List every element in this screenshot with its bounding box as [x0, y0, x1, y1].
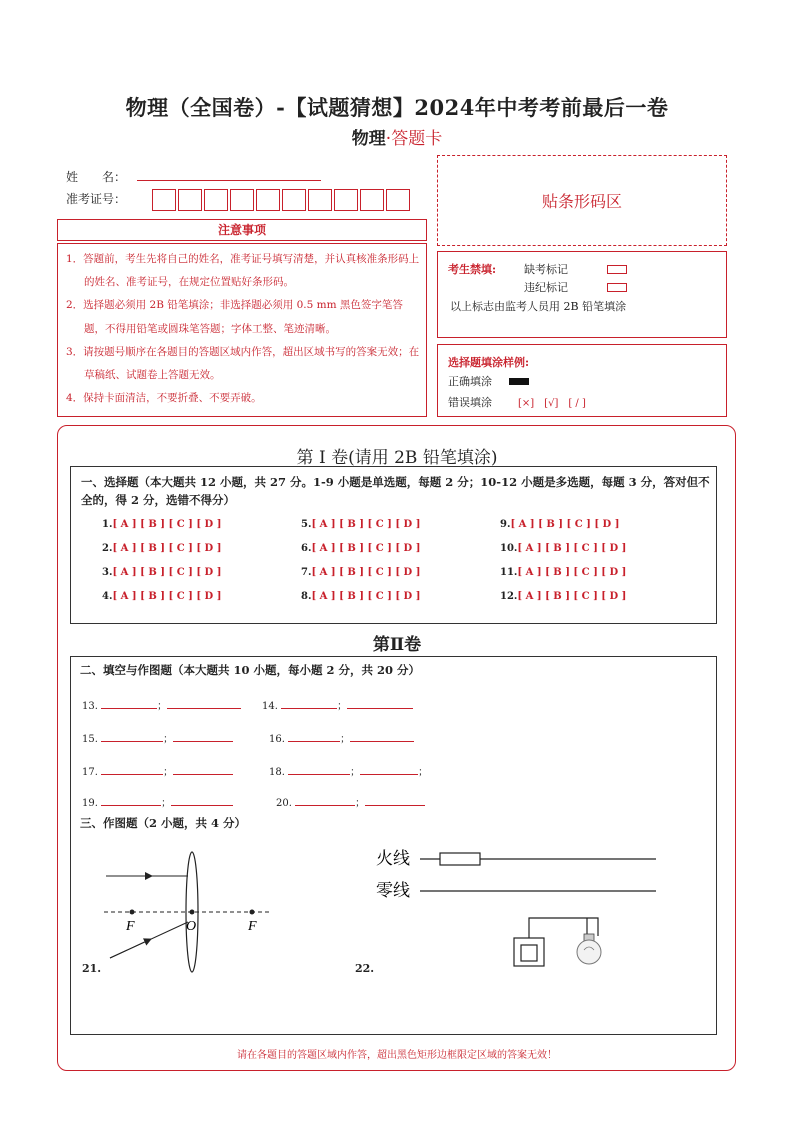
question-number: 10. — [500, 543, 518, 554]
answer-line[interactable] — [101, 765, 163, 775]
answer-line[interactable] — [173, 765, 233, 775]
choice-header: 一、选择题（本大题共 12 小题，共 27 分。1-9 小题是单选题，每题 2 分；10-12 小题是多选题，每题 3 分，答对但不全的，得 2 分，选错不得分） — [81, 475, 710, 507]
question-number: 2. — [102, 543, 113, 554]
separator: ； — [418, 767, 429, 778]
violation-mark-box[interactable] — [607, 283, 627, 292]
choice-row-1[interactable] — [102, 519, 221, 543]
separator: ； — [340, 734, 351, 745]
page-subtitle — [0, 124, 794, 149]
choice-column — [301, 519, 420, 615]
fill-item-17 — [82, 763, 233, 778]
fill-item-13 — [82, 697, 241, 712]
notice-item: 2．选择题必须用 2B 铅笔填涂；非选择题必须用 0.5 mm 黑色签字笔答题，不得用铅笔或圆珠笔答题；字体工整、笔迹清晰。 — [66, 299, 403, 335]
fill-sample-box — [437, 344, 727, 417]
question-number: 1. — [102, 519, 113, 530]
forbid-note: 以上标志由监考人员用 2B 铅笔填涂 — [450, 300, 627, 313]
notice-box — [57, 243, 427, 417]
page-title: 物理（全国卷）-【试题猜想】2024年中考考前最后一卷 — [125, 95, 669, 120]
choice-row-3[interactable] — [102, 567, 221, 591]
question-number: 20. — [276, 798, 292, 809]
focal-point-right — [250, 910, 255, 915]
question-number: 5. — [301, 519, 312, 530]
question-number: 3. — [102, 567, 113, 578]
question-22-label: 22. — [355, 962, 375, 975]
option-bubbles[interactable]: [ A ] [ B ] [ C ] [ D ] — [311, 567, 421, 578]
absent-mark-box[interactable] — [607, 265, 627, 274]
option-bubbles[interactable]: [ A ] [ B ] [ C ] [ D ] — [517, 567, 627, 578]
part2-title: 第Ⅱ卷 — [372, 635, 422, 655]
fill-item-20 — [276, 794, 425, 809]
option-bubbles[interactable]: [ A ] [ B ] [ C ] [ D ] — [311, 591, 421, 602]
notice-title: 注意事项 — [57, 219, 427, 241]
light-bulb-icon — [577, 940, 601, 964]
focal-label-left: F — [126, 919, 135, 934]
option-bubbles[interactable]: [ A ] [ B ] [ C ] [ D ] — [112, 591, 222, 602]
choice-row-2[interactable] — [102, 543, 221, 567]
question-number: 14. — [262, 701, 278, 712]
examiner-only-box — [437, 251, 727, 338]
option-bubbles[interactable]: [ A ] [ B ] [ C ] [ D ] — [112, 567, 222, 578]
choice-column — [500, 519, 626, 615]
choice-row-11[interactable] — [500, 567, 626, 591]
name-label: 姓 名： — [66, 170, 127, 184]
choice-row-10[interactable] — [500, 543, 626, 567]
separator: ； — [337, 701, 348, 712]
part1-title: 第 Ⅰ 卷(请用 2B 铅笔填涂) — [296, 448, 498, 468]
fuse — [440, 853, 480, 865]
subtitle-subject: 物理 — [351, 129, 386, 149]
circuit-diagram[interactable] — [370, 840, 670, 980]
answer-line[interactable] — [288, 732, 340, 742]
violation-label: 违纪标记 — [524, 281, 568, 294]
choice-row-7[interactable] — [301, 567, 420, 591]
question-number: 16. — [269, 734, 285, 745]
fill-item-18 — [269, 763, 428, 778]
answer-line[interactable] — [173, 732, 233, 742]
id-label: 准考证号： — [66, 192, 127, 206]
separator: ； — [163, 767, 174, 778]
wrong-fill-samples: [×] [√] [ / ] — [518, 398, 586, 409]
correct-fill-sample — [509, 378, 529, 385]
notice-item: 4．保持卡面清洁，不要折叠、不要弄破。 — [66, 392, 262, 405]
subtitle-answer-card: ·答题卡 — [385, 129, 443, 149]
answer-line[interactable] — [288, 765, 350, 775]
question-number: 19. — [82, 798, 98, 809]
option-bubbles[interactable]: [ A ] [ B ] [ C ] [ D ] — [510, 519, 620, 530]
forbid-title: 考生禁填: — [448, 263, 497, 276]
optical-center-label: O — [186, 919, 197, 934]
choice-row-5[interactable] — [301, 519, 420, 543]
correct-label: 正确填涂 — [448, 375, 492, 388]
question-number: 6. — [301, 543, 312, 554]
question-number: 8. — [301, 591, 312, 602]
separator: ； — [163, 734, 174, 745]
question-number: 4. — [102, 591, 113, 602]
question-number: 15. — [82, 734, 98, 745]
choice-row-6[interactable] — [301, 543, 420, 567]
choice-row-8[interactable] — [301, 591, 420, 615]
question-number: 9. — [500, 519, 511, 530]
choice-row-9[interactable] — [500, 519, 626, 543]
wrong-label: 错误填涂 — [448, 396, 492, 409]
question-number: 12. — [500, 591, 518, 602]
sample-title: 选择题填涂样例: — [448, 356, 530, 369]
question-number: 18. — [269, 767, 285, 778]
footer-warning: 请在各题目的答题区域内作答，超出黑色矩形边框限定区域的答案无效！ — [237, 1050, 557, 1061]
optical-center — [190, 910, 195, 915]
absent-label: 缺考标记 — [524, 263, 568, 276]
option-bubbles[interactable]: [ A ] [ B ] [ C ] [ D ] — [311, 543, 421, 554]
option-bubbles[interactable]: [ A ] [ B ] [ C ] [ D ] — [517, 543, 627, 554]
fill-item-19 — [82, 794, 233, 809]
id-number-boxes[interactable] — [152, 189, 412, 213]
focal-label-right: F — [248, 919, 257, 934]
answer-line[interactable] — [171, 796, 233, 806]
answer-line[interactable] — [347, 699, 413, 709]
notice-item: 1．答题前，考生先将自己的姓名，准考证号填写清楚，并认真核准条形码上的姓名、准考证号，在规定位置贴好条形码。 — [66, 253, 420, 289]
fill-item-15 — [82, 730, 233, 745]
separator: ； — [350, 767, 361, 778]
option-bubbles[interactable]: [ A ] [ B ] [ C ] [ D ] — [112, 543, 222, 554]
answer-line[interactable] — [365, 796, 425, 806]
separator: ； — [157, 701, 168, 712]
notice-item: 3．请按题号顺序在各题目的答题区域内作答，超出区域书写的答案无效；在草稿纸、试题卷上答题无效。 — [66, 345, 420, 382]
name-field[interactable] — [137, 180, 321, 181]
focal-point-left — [130, 910, 135, 915]
separator: ； — [355, 798, 366, 809]
question-number: 13. — [82, 701, 98, 712]
choice-column — [102, 519, 221, 615]
lens-diagram[interactable] — [96, 838, 286, 978]
question-21-label: 21. — [82, 962, 102, 975]
choice-row-4[interactable] — [102, 591, 221, 615]
question-number: 17. — [82, 767, 98, 778]
question-number: 7. — [301, 567, 312, 578]
barcode-area: 贴条形码区 — [437, 155, 727, 246]
answer-line[interactable] — [360, 765, 418, 775]
switch-box — [514, 938, 544, 966]
answer-line[interactable] — [101, 796, 161, 806]
option-bubbles[interactable]: [ A ] [ B ] [ C ] [ D ] — [517, 591, 627, 602]
fill-item-16 — [269, 730, 414, 745]
answer-line[interactable] — [281, 699, 337, 709]
fill-item-14 — [262, 697, 413, 712]
option-bubbles[interactable]: [ A ] [ B ] [ C ] [ D ] — [311, 519, 421, 530]
fill-header: 二、填空与作图题（本大题共 10 小题，每小题 2 分，共 20 分） — [80, 663, 421, 677]
live-wire-label: 火线 — [376, 849, 410, 869]
separator: ； — [161, 798, 172, 809]
answer-line[interactable] — [167, 699, 241, 709]
answer-line[interactable] — [295, 796, 355, 806]
option-bubbles[interactable]: [ A ] [ B ] [ C ] [ D ] — [112, 519, 222, 530]
question-number: 11. — [500, 567, 518, 578]
answer-line[interactable] — [101, 732, 163, 742]
answer-line[interactable] — [350, 732, 414, 742]
answer-line[interactable] — [101, 699, 157, 709]
neutral-wire-label: 零线 — [376, 881, 410, 901]
choice-row-12[interactable] — [500, 591, 626, 615]
draw-header: 三、作图题（2 小题，共 4 分） — [80, 816, 247, 830]
switch-button — [521, 945, 537, 961]
